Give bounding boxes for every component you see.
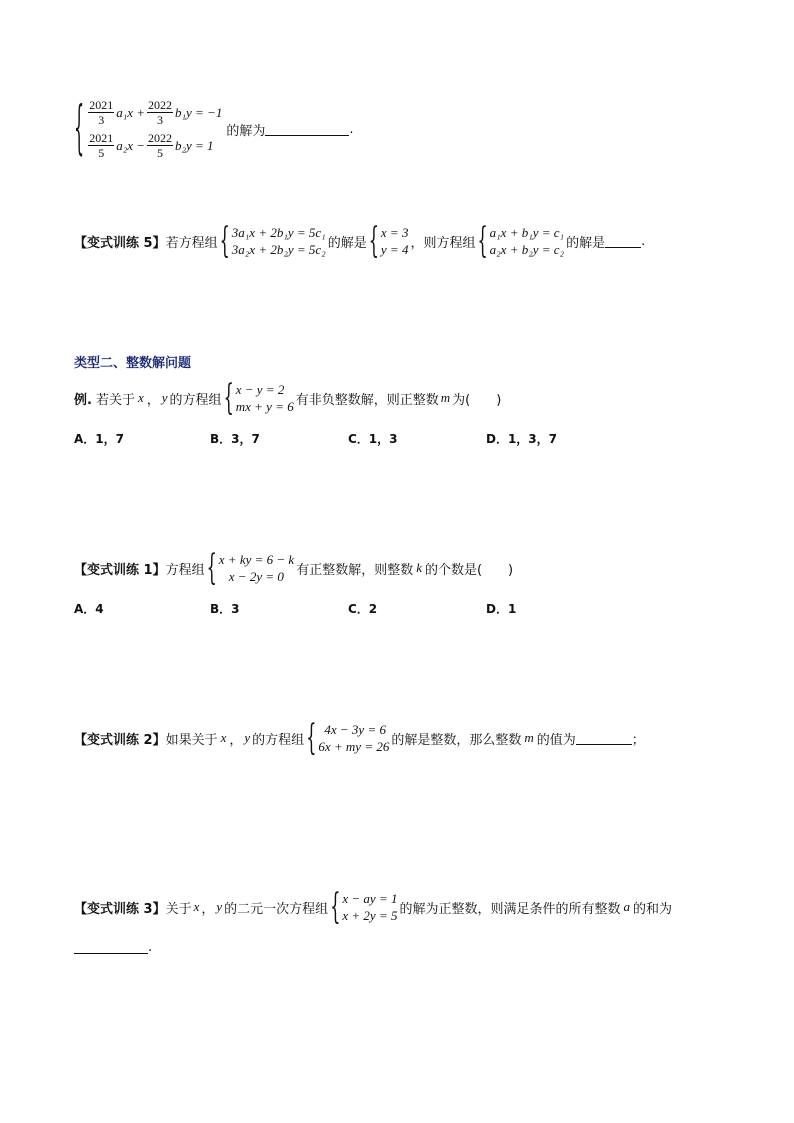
exercise-5: 【变式训练 5】 若方程组 { 3a₁x + 2b₁y = 5c₁ 3a₂x + 2b₂y = 5c₂ 的解是 { x = 3 y = 4 ，则方程组 { a₁x + b₁y = c₁ a₂x + b₂y = c₂ 的解是 . — [74, 219, 646, 261]
equation-system: { x − y = 2 mx + y = 6 — [223, 376, 294, 418]
example-label: 例. — [74, 392, 92, 408]
option-a[interactable]: A．1，7 — [74, 432, 124, 446]
exercise-label: 【变式训练 1】 — [74, 562, 166, 578]
equation-system-1: { 3a₁x + 2b₁y = 5c₁ 3a₂x + 2b₂y = 5c₂ — [219, 219, 326, 261]
option-d[interactable]: D．1 — [486, 602, 517, 616]
option-c[interactable]: C．1，3 — [348, 432, 398, 446]
equation-system: { x − ay = 1 x + 2y = 5 — [330, 885, 398, 927]
top-problem: { $\frac{2021}{3}$ a₁x + $\frac{2022}{3}$ b₁y = −1 $\frac{2021}{5}$ a₂x − $\frac{2022}{5}$ b₂y = 1 的解为 . — [74, 93, 354, 162]
section-title: 类型二、整数解问题 — [74, 356, 192, 371]
option-c[interactable]: C．2 — [348, 602, 378, 616]
option-b[interactable]: B．3，7 — [210, 432, 260, 446]
answer-blank[interactable] — [265, 123, 349, 136]
answer-blank[interactable] — [605, 235, 641, 248]
equation-system-2: { a₁x + b₁y = c₁ a₂x + b₂y = c₂ — [477, 219, 565, 261]
exercise-3: 【变式训练 3】 关于 x ， y 的二元一次方程组 { x − ay = 1 x + 2y = 5 的解为正整数，则满足条件的所有整数 a 的和为 — [74, 885, 672, 927]
exercise-3-answer: . — [74, 940, 152, 955]
equation-system: { $\frac{2021}{3}$ a₁x + $\frac{2022}{3}$ b₁y = −1 $\frac{2021}{5}$ a₂x − $\frac{2022}{5}$ b₂y = 1 — [74, 93, 223, 162]
exercise-label: 【变式训练 5】 — [74, 235, 166, 251]
option-b[interactable]: B．3 — [210, 602, 240, 616]
option-d[interactable]: D．1，3，7 — [486, 432, 558, 446]
exercise-2: 【变式训练 2】 如果关于 x ， y 的方程组 { 4x − 3y = 6 6x + my = 26 的解是整数，那么整数 m 的值为 ； — [74, 716, 645, 758]
example-problem: 例. 若关于 x ， y 的方程组 { x − y = 2 mx + y = 6 有非负整数解，则正整数 m 为( ) — [74, 376, 502, 418]
option-a[interactable]: A．4 — [74, 602, 104, 616]
exercise-label: 【变式训练 2】 — [74, 732, 166, 748]
exercise-1: 【变式训练 1】 方程组 { x + ky = 6 − k x − 2y = 0 有正整数解，则整数 k 的个数是( ) — [74, 546, 514, 588]
exercise-label: 【变式训练 3】 — [74, 901, 166, 917]
answer-blank[interactable] — [576, 732, 632, 745]
answer-blank[interactable] — [74, 941, 148, 954]
solution-system: { x = 3 y = 4 — [368, 219, 409, 261]
equation-system: { x + ky = 6 − k x − 2y = 0 — [206, 546, 295, 588]
equation-line-1: $\frac{2021}{3}$ a₁x + $\frac{2022}{3}$ b₁y = −1 — [89, 98, 223, 127]
equation-system: { 4x − 3y = 6 6x + my = 26 — [306, 716, 390, 758]
equation-line-2: $\frac{2021}{5}$ a₂x − $\frac{2022}{5}$ b₂y = 1 — [89, 131, 214, 160]
